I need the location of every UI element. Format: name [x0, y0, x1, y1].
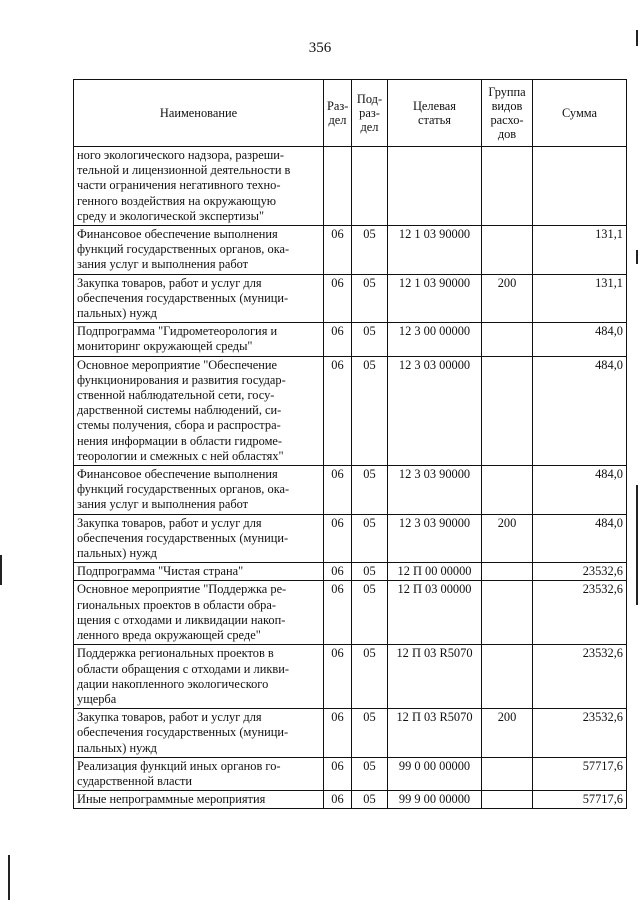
cell-gruppa — [482, 466, 533, 515]
cell-gruppa — [482, 226, 533, 275]
cell-razdel: 06 — [324, 791, 352, 809]
cell-summa: 131,1 — [533, 226, 627, 275]
cell-razdel: 06 — [324, 514, 352, 563]
cell-gruppa — [482, 757, 533, 790]
cell-podrazdel: 05 — [352, 356, 388, 465]
cell-cel-statya: 12 П 03 R5070 — [388, 709, 482, 758]
cell-podrazdel: 05 — [352, 581, 388, 645]
header-name: Наименование — [74, 80, 324, 147]
table-row — [74, 356, 627, 465]
cell-gruppa: 200 — [482, 514, 533, 563]
cell-cel-statya: 99 9 00 00000 — [388, 791, 482, 809]
cell-name: Финансовое обеспечение выполнения функций государственных органов, ока- зания услуг и выполнения работ — [74, 466, 324, 515]
table-row — [74, 274, 627, 323]
table-body — [74, 147, 627, 809]
cell-razdel: 06 — [324, 356, 352, 465]
cell-summa: 484,0 — [533, 466, 627, 515]
cell-razdel: 06 — [324, 563, 352, 581]
header-summa: Сумма — [533, 80, 627, 147]
cell-summa: 23532,6 — [533, 645, 627, 709]
cell-name: ного экологического надзора, разреши- тельной и лицензионной деятельности в части ограничения негативного техно- генного воздействия на окружающую среду и экологической экспертизы" — [74, 147, 324, 226]
cell-summa: 23532,6 — [533, 709, 627, 758]
table-row — [74, 645, 627, 709]
cell-podrazdel: 05 — [352, 709, 388, 758]
cell-summa: 484,0 — [533, 514, 627, 563]
cell-razdel: 06 — [324, 645, 352, 709]
table-row — [74, 323, 627, 356]
table-row — [74, 466, 627, 515]
cell-gruppa — [482, 147, 533, 226]
cell-podrazdel: 05 — [352, 466, 388, 515]
cell-name: Иные непрограммные мероприятия — [74, 791, 324, 809]
header-gruppa: Группа видов расхо- дов — [482, 80, 533, 147]
cell-razdel: 06 — [324, 274, 352, 323]
cell-cel-statya: 12 1 03 90000 — [388, 226, 482, 275]
cell-podrazdel: 05 — [352, 645, 388, 709]
cell-gruppa — [482, 791, 533, 809]
cell-summa: 57717,6 — [533, 791, 627, 809]
cell-name: Закупка товаров, работ и услуг для обеспечения государственных (муници- пальных) нужд — [74, 274, 324, 323]
table-header-row — [74, 80, 627, 147]
cell-gruppa — [482, 581, 533, 645]
cell-summa — [533, 147, 627, 226]
cell-gruppa — [482, 563, 533, 581]
cell-name: Основное мероприятие "Поддержка ре- гиональных проектов в области обра- щения с отходами и ликвидации накоп- ленного вреда окружающей среде" — [74, 581, 324, 645]
table-row — [74, 514, 627, 563]
cell-summa: 23532,6 — [533, 581, 627, 645]
table-row — [74, 709, 627, 758]
cell-podrazdel: 05 — [352, 274, 388, 323]
page-number: 356 — [308, 40, 332, 56]
table-row — [74, 147, 627, 226]
scan-edge-mark — [636, 250, 638, 264]
table-row — [74, 757, 627, 790]
scan-edge-mark — [636, 30, 638, 46]
cell-gruppa — [482, 323, 533, 356]
table-row — [74, 226, 627, 275]
cell-cel-statya: 12 3 03 00000 — [388, 356, 482, 465]
cell-podrazdel: 05 — [352, 514, 388, 563]
cell-gruppa: 200 — [482, 274, 533, 323]
header-cel-statya: Целевая статья — [388, 80, 482, 147]
scan-edge-mark — [0, 555, 2, 585]
cell-razdel: 06 — [324, 466, 352, 515]
cell-cel-statya: 12 3 00 00000 — [388, 323, 482, 356]
cell-cel-statya: 12 П 00 00000 — [388, 563, 482, 581]
cell-podrazdel: 05 — [352, 791, 388, 809]
cell-razdel: 06 — [324, 709, 352, 758]
table-row — [74, 563, 627, 581]
cell-podrazdel: 05 — [352, 323, 388, 356]
budget-table — [73, 79, 627, 809]
cell-summa: 484,0 — [533, 323, 627, 356]
cell-gruppa — [482, 645, 533, 709]
cell-razdel: 06 — [324, 323, 352, 356]
table-row — [74, 581, 627, 645]
cell-cel-statya — [388, 147, 482, 226]
cell-summa: 57717,6 — [533, 757, 627, 790]
cell-podrazdel: 05 — [352, 757, 388, 790]
cell-name: Подпрограмма "Чистая страна" — [74, 563, 324, 581]
cell-cel-statya: 12 3 03 90000 — [388, 514, 482, 563]
cell-cel-statya: 12 П 03 R5070 — [388, 645, 482, 709]
cell-name: Закупка товаров, работ и услуг для обеспечения государственных (муници- пальных) нужд — [74, 514, 324, 563]
scan-edge-mark — [636, 485, 638, 605]
cell-name: Финансовое обеспечение выполнения функций государственных органов, ока- зания услуг и выполнения работ — [74, 226, 324, 275]
cell-razdel: 06 — [324, 581, 352, 645]
header-razdel: Раз- дел — [324, 80, 352, 147]
cell-cel-statya: 99 0 00 00000 — [388, 757, 482, 790]
scan-edge-mark — [8, 855, 10, 900]
cell-podrazdel — [352, 147, 388, 226]
header-podrazdel: Под- раз- дел — [352, 80, 388, 147]
cell-cel-statya: 12 3 03 90000 — [388, 466, 482, 515]
cell-cel-statya: 12 1 03 90000 — [388, 274, 482, 323]
cell-podrazdel: 05 — [352, 563, 388, 581]
cell-razdel: 06 — [324, 757, 352, 790]
cell-name: Подпрограмма "Гидрометеорология и мониторинг окружающей среды" — [74, 323, 324, 356]
cell-name: Основное мероприятие "Обеспечение функционирования и развития государ- ственной наблюдательной сети, госу- дарственной системы наблюдений, си- стемы получения, сбора и распростра- нения информации в области гидроме- теорологии и смежных с ней областях" — [74, 356, 324, 465]
cell-razdel: 06 — [324, 226, 352, 275]
cell-gruppa — [482, 356, 533, 465]
cell-razdel — [324, 147, 352, 226]
cell-summa: 484,0 — [533, 356, 627, 465]
cell-gruppa: 200 — [482, 709, 533, 758]
cell-cel-statya: 12 П 03 00000 — [388, 581, 482, 645]
cell-name: Реализация функций иных органов го- сударственной власти — [74, 757, 324, 790]
cell-summa: 131,1 — [533, 274, 627, 323]
cell-name: Поддержка региональных проектов в области обращения с отходами и ликви- дации накопленного экологического ущерба — [74, 645, 324, 709]
cell-summa: 23532,6 — [533, 563, 627, 581]
table-row — [74, 791, 627, 809]
cell-podrazdel: 05 — [352, 226, 388, 275]
cell-name: Закупка товаров, работ и услуг для обеспечения государственных (муници- пальных) нужд — [74, 709, 324, 758]
